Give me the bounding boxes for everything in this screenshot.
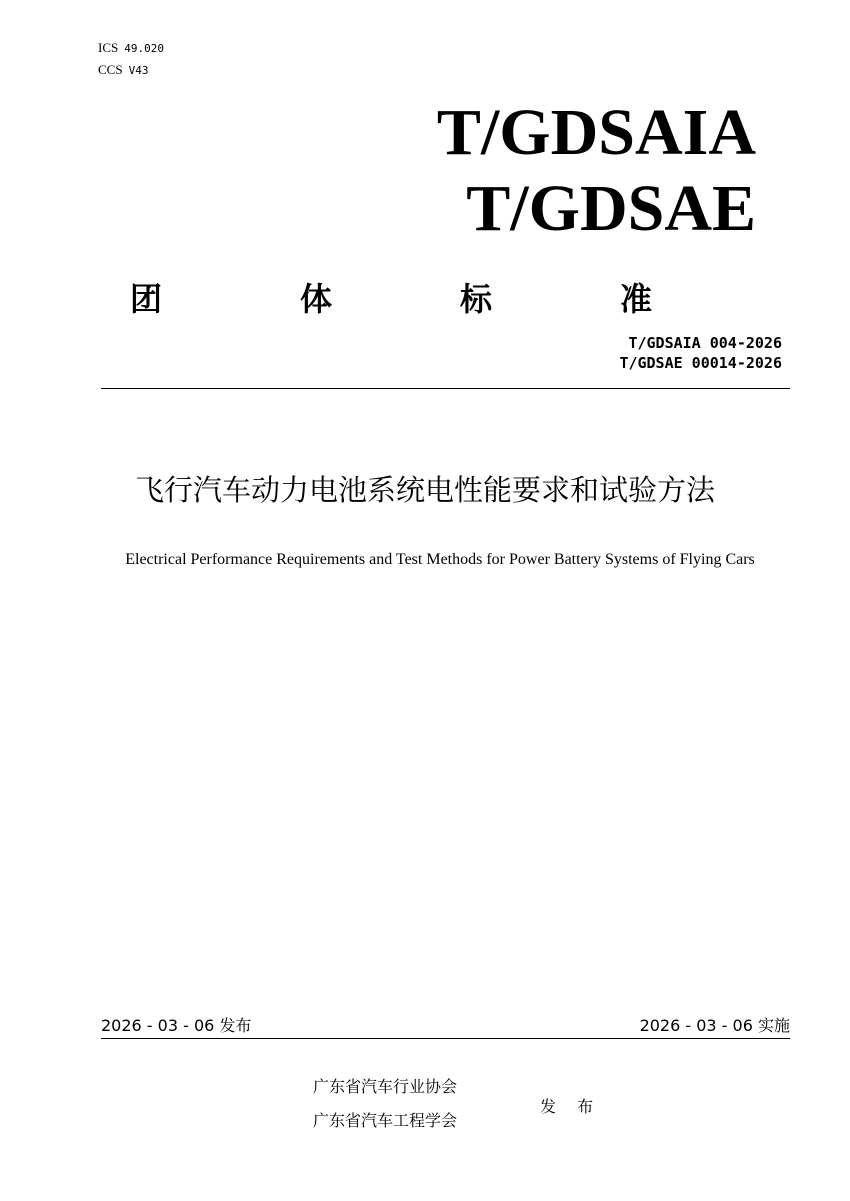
ccs-line [98,62,148,79]
standard-code-line1: T/GDSAIA [436,96,756,169]
implement-date [640,1016,790,1036]
publish-date [101,1016,251,1036]
standard-type [118,274,718,318]
standard-type-char-1: 团 [130,280,163,318]
footer-divider [101,1038,790,1039]
standard-type-char-4: 准 [620,280,653,318]
publish-date-label: 发布 [219,1016,252,1035]
standard-number-1: T/GDSAIA 004-2026 [628,334,782,352]
standard-numbers [619,333,782,373]
standard-number-2: T/GDSAE 00014-2026 [619,354,782,372]
standard-type-char-3: 标 [460,280,493,318]
ics-label: ICS [98,40,119,55]
issuer-org-1: 广东省汽车行业协会 [313,1077,458,1096]
ccs-code: V43 [128,64,149,77]
implement-date-value: 2026 - 03 - 06 [639,1016,753,1035]
header-divider [101,388,790,389]
standard-code-line2: T/GDSAE [466,172,756,245]
ccs-label: CCS [98,62,123,77]
document-title-en: Electrical Performance Requirements and Test Methods for Power Battery Systems of Flying Cars [125,551,755,568]
issuer-org-2: 广东省汽车工程学会 [313,1111,458,1130]
issuer-publish-label: 发 布 [540,1097,602,1116]
implement-date-label: 实施 [757,1016,790,1035]
ics-code: 49.020 [124,42,164,55]
publish-date-value: 2026 - 03 - 06 [101,1016,215,1035]
ics-line [98,40,164,57]
document-title-cn: 飞行汽车动力电池系统电性能要求和试验方法 [134,473,715,507]
standard-type-char-2: 体 [300,280,333,318]
